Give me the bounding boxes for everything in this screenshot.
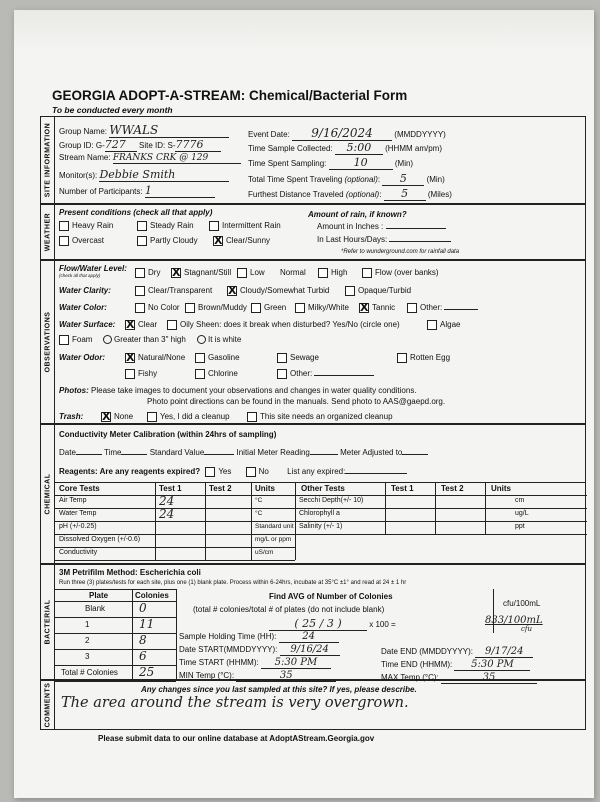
rainfall-reference-note: *Refer to wunderground.com for rainfall data	[341, 249, 460, 255]
flow-over-banks-checkbox[interactable]	[362, 268, 372, 278]
plate-colonies[interactable]: 25	[139, 665, 155, 679]
flow-dry-option[interactable]: Dry	[135, 268, 160, 278]
odor-other-option[interactable]: Other:	[277, 369, 374, 379]
other-head-1: Test 1	[391, 484, 414, 493]
color-label: Water Color:	[59, 303, 107, 312]
reagents-yes-checkbox[interactable]	[205, 467, 215, 477]
time-end-field[interactable]: 5:30 PM	[454, 659, 530, 671]
odor-chlorine-option[interactable]: Chlorine	[195, 369, 238, 379]
distance-field[interactable]: 5	[384, 187, 426, 201]
time-start-field[interactable]: 5:30 PM	[261, 657, 331, 669]
plate-name: 2	[85, 636, 90, 645]
flow-low-checkbox[interactable]	[237, 268, 247, 278]
monitors-field[interactable]: Debbie Smith	[99, 168, 229, 182]
max-temp-field[interactable]: 35	[441, 672, 537, 684]
event-date-field[interactable]: 9/16/2024	[292, 126, 392, 141]
intermittent-rain-checkbox[interactable]	[209, 221, 219, 231]
flow-high-option[interactable]: High	[318, 268, 347, 278]
plate-name: Total # Colonies	[61, 668, 118, 677]
color-none-option[interactable]: No Color	[135, 303, 180, 313]
surface-oily-option[interactable]: Oily Sheen: does it break when disturbed? Yes/No (circle one)	[167, 320, 400, 330]
trash-none-checkbox[interactable]	[101, 412, 111, 422]
rain-amount-label: Amount of rain, if known?	[308, 210, 407, 219]
participants-field[interactable]: 1	[145, 184, 215, 198]
core-head-0: Core Tests	[59, 484, 100, 493]
group-name-row: Group Name: WWALS	[59, 123, 229, 138]
cfu-value[interactable]: 833/100mL	[485, 615, 543, 626]
hours-row: In Last Hours/Days:	[317, 235, 451, 244]
plate-header: Plate	[89, 591, 109, 600]
color-other-field[interactable]	[444, 309, 478, 310]
form-title: GEORGIA ADOPT-A-STREAM: Chemical/Bacterial Form	[52, 88, 408, 103]
clarity-clear-checkbox[interactable]	[135, 286, 145, 296]
clarity-opaque-checkbox[interactable]	[345, 286, 355, 296]
core-row-name: pH (+/-0.25)	[59, 523, 97, 530]
plate-colonies[interactable]: 8	[139, 633, 147, 647]
travel-time-field[interactable]: 5	[382, 172, 424, 186]
flow-stagnant-checkbox[interactable]	[171, 268, 181, 278]
photos-row: Photos: Please take images to document your observations and changes in water quality conditions.	[59, 386, 417, 395]
other-row-unit: ppt	[515, 523, 525, 530]
other-row-unit: ug/L	[515, 510, 529, 517]
calibration-row: Date Time Standard Value Initial Meter Reading Meter Adjusted to	[59, 448, 428, 457]
calib-adjusted-field[interactable]	[402, 454, 428, 455]
color-green-checkbox[interactable]	[251, 303, 261, 313]
steady-rain-checkbox[interactable]	[137, 221, 147, 231]
core-row-name: Dissolved Oxygen (+/-0.6)	[59, 536, 141, 543]
odor-natural-option[interactable]: X Natural/None	[125, 353, 185, 363]
surface-label: Water Surface:	[59, 320, 116, 329]
odor-rotten-egg-option[interactable]: Rotten Egg	[397, 353, 450, 363]
cfu-unit: cfu/100mL	[503, 599, 541, 608]
color-green-option[interactable]: Green	[251, 303, 286, 313]
trash-none-option[interactable]: X None	[101, 412, 133, 422]
surface-foam-white-option[interactable]: It is white	[197, 335, 241, 344]
clarity-cloudy-option[interactable]: X Cloudy/Somewhat Turbid	[227, 286, 329, 296]
surface-foam-option[interactable]: Foam	[59, 335, 92, 345]
color-milky-checkbox[interactable]	[295, 303, 305, 313]
comments-text[interactable]: The area around the stream is very overgrown.	[61, 695, 409, 711]
flow-label-block: Flow/Water Level: (check all that apply)	[59, 264, 127, 278]
clarity-cloudy-checkbox[interactable]	[227, 286, 237, 296]
core-row-unit: mg/L or ppm	[255, 536, 292, 543]
time-end-row: Time END (HHMM): 5:30 PM	[381, 659, 530, 671]
travel-time-row: Total Time Spent Traveling (optional): 5 (Min)	[248, 172, 445, 185]
inches-row: Amount in Inches :	[317, 222, 446, 231]
core-row-test1[interactable]: 24	[159, 507, 175, 521]
group-name-field[interactable]: WWALS	[109, 123, 229, 138]
side-label-bacterial: BACTERIAL	[40, 564, 54, 680]
odor-rotten-egg-checkbox[interactable]	[397, 353, 407, 363]
surface-oily-checkbox[interactable]	[167, 320, 177, 330]
plate-colonies[interactable]: 6	[139, 649, 147, 663]
petrifilm-note: Run three (3) plates/tests for each site, plus one (1) blank plate. Process within 6-24hrs, incubate at 35°C ±1° and read at 24 ± 1 hr	[59, 580, 407, 586]
other-head-0: Other Tests	[301, 484, 345, 493]
overcast-option[interactable]: Overcast	[59, 236, 104, 246]
inches-field[interactable]	[386, 228, 446, 229]
other-row-name: Chlorophyll a	[299, 510, 340, 517]
surface-algae-option[interactable]: Algae	[427, 320, 460, 330]
time-sampling-field[interactable]: 10	[329, 156, 393, 170]
odor-sewage-checkbox[interactable]	[277, 353, 287, 363]
surface-clear-option[interactable]: X Clear	[125, 320, 157, 330]
intermittent-rain-option[interactable]: Intermittent Rain	[209, 221, 281, 231]
observations-section	[54, 260, 586, 424]
side-label-site: SITE INFORMATION	[40, 116, 54, 204]
plate-colonies[interactable]: 11	[139, 617, 155, 631]
odor-gasoline-option[interactable]: Gasoline	[195, 353, 240, 363]
holding-field[interactable]: 24	[279, 631, 339, 643]
min-temp-row: MIN Temp (°C): 35	[179, 670, 336, 682]
clear-sunny-option[interactable]: X Clear/Sunny	[213, 236, 270, 246]
heavy-rain-option[interactable]: Heavy Rain	[59, 221, 113, 231]
comments-prompt: Any changes since you last sampled at this site? If yes, please describe.	[141, 685, 417, 694]
flow-high-checkbox[interactable]	[318, 268, 328, 278]
surface-foam-high-option[interactable]: Greater than 3" high	[103, 335, 186, 344]
core-row-name: Conductivity	[59, 549, 98, 556]
partly-cloudy-option[interactable]: Partly Cloudy	[137, 236, 198, 246]
clarity-label: Water Clarity:	[59, 286, 111, 295]
overcast-checkbox[interactable]	[59, 236, 69, 246]
present-conditions-label: Present conditions (check all that apply)	[59, 208, 213, 217]
photos-directions: Photo point directions can be found in the manuals. Send photo to AAS@gaepd.org.	[147, 397, 446, 406]
min-temp-field[interactable]: 35	[236, 670, 336, 682]
date-start-field[interactable]: 9/16/24	[280, 644, 340, 656]
date-start-row: Date START(MMDDYYYY): 9/16/24	[179, 644, 340, 656]
group-id-field[interactable]: 727	[105, 138, 137, 152]
colonies-header: Colonies	[135, 591, 169, 600]
clarity-clear-option[interactable]: Clear/Transparent	[135, 286, 212, 296]
surface-algae-checkbox[interactable]	[427, 320, 437, 330]
bacterial-section	[54, 564, 586, 683]
odor-fishy-option[interactable]: Fishy	[125, 369, 157, 379]
footer-note: Please submit data to our online database at AdoptAStream.Georgia.gov	[98, 734, 375, 743]
chemical-section	[54, 424, 586, 564]
color-none-checkbox[interactable]	[135, 303, 145, 313]
color-other-checkbox[interactable]	[407, 303, 417, 313]
side-label-weather: WEATHER	[40, 204, 54, 260]
flow-normal-option[interactable]: Normal	[275, 268, 306, 278]
participants-row: Number of Participants: 1	[59, 184, 215, 198]
site-id-field[interactable]: 7776	[175, 138, 221, 152]
other-row-name: Secchi Depth(+/- 10)	[299, 497, 364, 504]
surface-foam-checkbox[interactable]	[59, 335, 69, 345]
core-row-unit: °C	[255, 510, 263, 517]
color-milky-option[interactable]: Milky/White	[295, 303, 349, 313]
odor-natural-checkbox[interactable]	[125, 353, 135, 363]
other-row-unit: cm	[515, 497, 525, 504]
flow-stagnant-option[interactable]: X Stagnant/Still	[171, 268, 231, 278]
time-start-row: Time START (HHMM): 5:30 PM	[179, 657, 331, 669]
distance-row: Furthest Distance Traveled (optional): 5 (Miles)	[248, 187, 452, 200]
date-end-field[interactable]: 9/17/24	[475, 646, 533, 658]
core-head-2: Test 2	[209, 484, 232, 493]
clear-sunny-checkbox[interactable]	[213, 236, 223, 246]
odor-other-checkbox[interactable]	[277, 369, 287, 379]
plate-name: 1	[85, 620, 90, 629]
color-tannic-option[interactable]: X Tannic	[359, 303, 395, 313]
color-other-option[interactable]: Other:	[407, 303, 478, 313]
reagents-row: Reagents: Are any reagents expired? Yes No List any expired:	[59, 467, 407, 477]
max-temp-row: MAX Temp (°C): 35	[381, 672, 537, 684]
flow-normal-checkbox[interactable]	[275, 268, 277, 278]
petrifilm-title: 3M Petrifilm Method: Escherichia coli	[59, 568, 201, 577]
other-head-3: Units	[491, 484, 511, 493]
avg-title: Find AVG of Number of Colonies	[269, 592, 393, 601]
time-collected-row: Time Sample Collected: 5:00 (HHMM am/pm)	[248, 141, 442, 154]
stream-name-row: Stream Name: FRANKS CRK @ 129	[59, 153, 241, 164]
odor-fishy-checkbox[interactable]	[125, 369, 135, 379]
flow-dry-checkbox[interactable]	[135, 268, 145, 278]
hours-field[interactable]	[389, 241, 451, 242]
other-row-name: Salinity (+/- 1)	[299, 523, 343, 530]
side-label-observations: OBSERVATIONS	[40, 260, 54, 424]
form-subtitle: To be conducted every month	[52, 105, 173, 115]
foam-high-radio[interactable]	[103, 335, 112, 344]
group-id-row: Group ID: G-727 Site ID: S-7776	[59, 138, 221, 152]
other-head-2: Test 2	[441, 484, 464, 493]
trash-organized-checkbox[interactable]	[247, 412, 257, 422]
date-end-row: Date END (MMDDYYYY): 9/17/24	[381, 646, 533, 658]
side-label-comments: COMMENTS	[40, 680, 54, 730]
calib-initial-field[interactable]	[310, 454, 338, 455]
avg-formula: (total # colonies/total # of plates (do not include blank)	[193, 605, 385, 614]
plate-colonies[interactable]: 0	[139, 601, 147, 615]
time-collected-field[interactable]: 5:00	[335, 141, 383, 155]
core-head-1: Test 1	[159, 484, 182, 493]
core-row-name: Water Temp	[59, 510, 97, 517]
calib-time-field[interactable]	[121, 454, 147, 455]
odor-gasoline-checkbox[interactable]	[195, 353, 205, 363]
surface-clear-checkbox[interactable]	[125, 320, 135, 330]
stream-name-field[interactable]: FRANKS CRK @ 129	[113, 153, 241, 164]
event-date-row: Event Date: 9/16/2024 (MMDDYYYY)	[248, 126, 446, 140]
cfu-small: cfu	[521, 625, 533, 633]
odor-chlorine-checkbox[interactable]	[195, 369, 205, 379]
avg-calc-row: ( 25 / 3 ) x 100 =	[269, 617, 396, 631]
monitors-row: Monitor(s): Debbie Smith	[59, 168, 229, 182]
partly-cloudy-checkbox[interactable]	[137, 236, 147, 246]
expired-list-field[interactable]	[345, 473, 407, 474]
core-head-3: Units	[255, 484, 275, 493]
color-brown-option[interactable]: Brown/Muddy	[185, 303, 247, 313]
odor-label: Water Odor:	[59, 353, 106, 362]
heavy-rain-checkbox[interactable]	[59, 221, 69, 231]
comments-section	[54, 680, 586, 730]
trash-cleanup-option[interactable]: Yes, I did a cleanup	[147, 412, 230, 422]
reagents-no-checkbox[interactable]	[246, 467, 256, 477]
holding-row: Sample Holding Time (HH): 24	[179, 631, 339, 643]
color-brown-checkbox[interactable]	[185, 303, 195, 313]
trash-cleanup-checkbox[interactable]	[147, 412, 157, 422]
weather-section	[54, 204, 586, 260]
plate-name: Blank	[85, 604, 106, 613]
flow-low-option[interactable]: Low	[237, 268, 265, 278]
calib-std-field[interactable]	[204, 454, 234, 455]
trash-organized-option[interactable]: This site needs an organized cleanup	[247, 412, 393, 422]
core-row-unit: Standard unit	[255, 523, 294, 530]
flow-over-banks-option[interactable]: Flow (over banks)	[362, 268, 439, 278]
core-row-unit: uS/cm	[255, 549, 274, 556]
foam-white-radio[interactable]	[197, 335, 206, 344]
color-tannic-checkbox[interactable]	[359, 303, 369, 313]
time-sampling-row: Time Spent Sampling: 10 (Min)	[248, 156, 414, 169]
steady-rain-option[interactable]: Steady Rain	[137, 221, 194, 231]
core-row-name: Air Temp	[59, 497, 87, 504]
avg-calc-field[interactable]: ( 25 / 3 )	[269, 617, 367, 631]
odor-other-field[interactable]	[314, 375, 374, 376]
odor-sewage-option[interactable]: Sewage	[277, 353, 319, 363]
trash-label: Trash:	[59, 412, 84, 421]
calibration-title: Conductivity Meter Calibration (within 24hrs of sampling)	[59, 430, 277, 439]
calib-date-field[interactable]	[76, 454, 102, 455]
site-information-section	[54, 116, 586, 204]
plate-name: 3	[85, 652, 90, 661]
clarity-opaque-option[interactable]: Opaque/Turbid	[345, 286, 411, 296]
form-sheet	[14, 10, 594, 798]
side-label-chemical: CHEMICAL	[40, 424, 54, 564]
core-row-test1[interactable]: 24	[159, 494, 175, 508]
core-row-unit: °C	[255, 497, 263, 504]
